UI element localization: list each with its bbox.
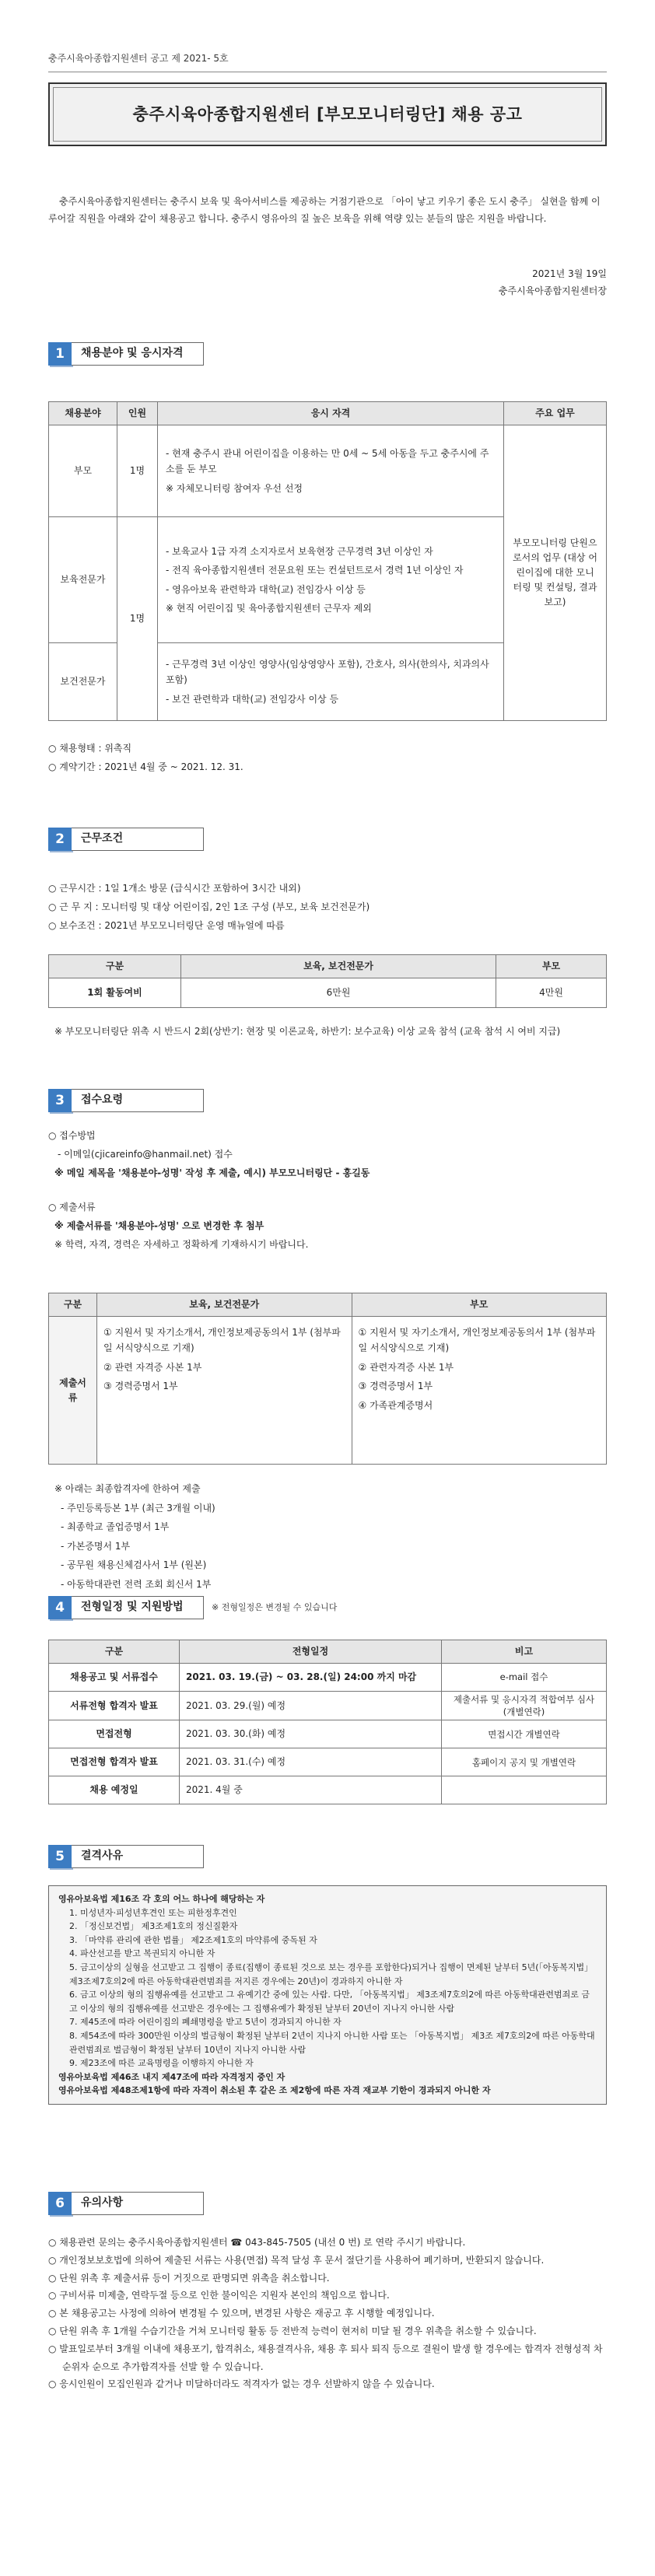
schedule-date: 2021. 4월 중 (180, 1776, 442, 1804)
final-doc-item: - 가본증명서 1부 (61, 1540, 131, 1552)
qualification-cell (158, 425, 504, 517)
section-title: 유의사항 (72, 2192, 204, 2215)
table-row (49, 1776, 607, 1804)
pay-expert: 6만원 (181, 978, 496, 1008)
section-2-header (48, 828, 204, 851)
col-header: 주요 업무 (504, 402, 607, 425)
col-header: 구분 (49, 1293, 97, 1317)
docs-note: ※ 학력, 자격, 경력은 자세하고 정확하게 기재하시기 바랍니다. (54, 1239, 309, 1250)
qualification-item: ※ 자체모니터링 참여자 우선 선정 (166, 482, 303, 494)
doc-item: ① 지원서 및 자기소개서, 개인정보제공동의서 1부 (첨부파일 서식양식으로 기재) (103, 1327, 341, 1354)
col-header: 비고 (442, 1640, 607, 1664)
duties-cell: 부모모니터링 단원으로서의 업무 (대상 어린이집에 대한 모니터링 및 컨설팅, 결과 보고) (504, 425, 607, 721)
section-number: 4 (48, 1596, 72, 1619)
disqualification-item: 9. 제23조에 따른 교육명령을 이행하지 아니한 자 (69, 2058, 254, 2069)
caution-item: ○ 채용관련 문의는 충주시육아종합지원센터 ☎ 043-845-7505 (내선 0 번) 로 연락 주시기 바랍니다. (48, 2237, 466, 2248)
disqualification-extra: 영유아보육법 제46조 내지 제47조에 따라 자격정지 중인 자 (58, 2071, 285, 2082)
schedule-remark: 제출서류 및 응시자격 적합여부 심사 (개별연락) (442, 1692, 607, 1720)
disqualification-item: 6. 금고 이상의 형의 집행유예를 선고받고 그 유예기간 중에 있는 사람. 다만, 「아동복지법」 제3조제7호의2에 따른 아동학대관련범죄로 금고 이상의 형의 집행유예를 선고받은 경우에는 그 집행유예가 확정된 날부터 20년이 지나지 아니한 사람 (69, 1990, 590, 2014)
disqualification-extra: 영유아보육법 제48조제1항에 따라 자격이 취소된 후 같은 조 제2항에 따른 자격 재교부 기한이 경과되지 아니한 자 (58, 2085, 491, 2096)
caution-item: ○ 발표일로부터 3개월 이내에 채용포기, 합격취소, 채용결격사유, 채용 후 퇴사 퇴직 등으로 결원이 발생 할 경우에는 합격자 전형성적 차순위자 순으로 추가합격자를 선발 할 수 있습니다. (48, 2343, 603, 2372)
qualification-cell (158, 517, 504, 643)
docs-note: ※ 제출서류를 '채용분야-성명' 으로 변경한 후 첨부 (54, 1220, 264, 1231)
final-docs-list (54, 1479, 607, 1594)
col-header: 인원 (117, 402, 158, 425)
condition-item: ○ 근무시간 : 1일 1개소 방문 (급식시간 포함하여 3시간 내외) (48, 883, 301, 894)
schedule-date: 2021. 03. 30.(화) 예정 (180, 1720, 442, 1748)
schedule-label: 면접전형 (49, 1720, 180, 1748)
doc-item: ③ 경력증명서 1부 (358, 1381, 433, 1392)
intro-paragraph: 충주시육아종합지원센터는 충주시 보육 및 육아서비스를 제공하는 거점기관으로 「아이 낳고 키우기 좋은 도시 충주」 실현을 함께 이루어갈 직원을 아래와 같이 채용공고 합니다. 충주시 영유아의 질 높은 보육을 위해 역량 있는 분들의 많은 지원을 바랍니다. (48, 196, 601, 225)
section-number: 1 (48, 342, 72, 366)
docs-label: ○ 제출서류 (48, 1202, 96, 1213)
caution-item: ○ 본 채용공고는 사정에 의하여 변경될 수 있으며, 변경된 사항은 재공고 후 시행할 예정입니다. (48, 2308, 435, 2319)
field-health-expert: 보건전문가 (49, 643, 117, 721)
count-expert: 1명 (117, 517, 158, 721)
method-label: ○ 접수방법 (48, 1130, 96, 1141)
section-4-header (48, 1596, 337, 1619)
final-docs-label: ※ 아래는 최종합격자에 한하여 제출 (54, 1483, 201, 1494)
qualification-item: - 보육교사 1급 자격 소지자로서 보육현장 근무경력 3년 이상인 자 (166, 545, 433, 557)
col-header: 전형일정 (180, 1640, 442, 1664)
qualification-item: ※ 현직 어린이집 및 육아종합지원센터 근무자 제외 (166, 602, 372, 614)
schedule-table (48, 1640, 607, 1804)
caution-item: ○ 응시인원이 모집인원과 같거나 미달하더라도 적격자가 없는 경우 선발하지 않을 수 있습니다. (48, 2378, 435, 2390)
disqualification-item: 2. 「정신보건법」 제3조제1호의 정신질환자 (69, 1921, 238, 1932)
section-title: 전형일정 및 지원방법 (72, 1596, 204, 1619)
qualification-item: - 현재 충주시 관내 어린이집을 이용하는 만 0세 ~ 5세 아동을 두고 충주시에 주소를 둔 부모 (166, 447, 489, 475)
schedule-note: ※ 전형일정은 변경될 수 있습니다 (212, 1602, 338, 1613)
pay-label: 1회 활동여비 (49, 978, 181, 1008)
date-signature (499, 266, 607, 299)
pay-table (48, 954, 607, 1008)
col-header: 구분 (49, 1640, 180, 1664)
disqualification-box (48, 1885, 607, 2105)
docs-expert-cell (97, 1317, 352, 1465)
schedule-label: 채용공고 및 서류접수 (49, 1664, 180, 1692)
caution-item: ○ 개인정보보호법에 의하여 제출된 서류는 사용(면접) 목적 달성 후 문서 절단기를 사용하여 폐기하며, 반환되지 않습니다. (48, 2254, 545, 2266)
section-5-header (48, 1845, 204, 1868)
caution-item: ○ 단원 위촉 후 1개월 수습기간을 거쳐 모니터링 활동 등 전반적 능력이 현저히 미달 될 경우 위촉을 취소할 수 있습니다. (48, 2325, 537, 2336)
qualification-cell (158, 643, 504, 721)
count-parent: 1명 (117, 425, 158, 517)
section-title: 접수요령 (72, 1089, 204, 1112)
method-note: ※ 메일 제목을 '채용분야-성명' 작성 후 제출, 예시) 부모모니터링단 - 홍길동 (54, 1167, 370, 1178)
work-conditions (48, 879, 607, 935)
condition-item: ○ 근 무 지 : 모니터링 및 대상 어린이집, 2인 1조 구성 (부모, 보육 보건전문가) (48, 901, 370, 912)
schedule-remark (442, 1776, 607, 1804)
table-header-row (49, 1640, 607, 1664)
field-parent: 부모 (49, 425, 117, 517)
col-header: 채용분야 (49, 402, 117, 425)
application-method (48, 1126, 607, 1254)
condition-item: ○ 보수조건 : 2021년 부모모니터링단 운영 매뉴얼에 따름 (48, 920, 285, 931)
organization-head: 충주시육아종합지원센터장 (498, 285, 607, 296)
caution-item: ○ 단원 위촉 후 제출서류 등이 거짓으로 판명되면 위촉을 취소합니다. (48, 2272, 330, 2284)
table-row (49, 1748, 607, 1776)
table-row (49, 978, 607, 1008)
qualification-item: - 전직 육아종합지원센터 전문요원 또는 컨설턴트로서 경력 1년 이상인 자 (166, 565, 464, 576)
col-header: 부모 (352, 1293, 607, 1317)
schedule-label: 채용 예정일 (49, 1776, 180, 1804)
contract-period: ○ 계약기간 : 2021년 4월 중 ~ 2021. 12. 31. (48, 761, 243, 772)
table-header-row (49, 402, 607, 425)
final-doc-item: - 최종학교 졸업증명서 1부 (61, 1521, 170, 1533)
caution-list (48, 2234, 607, 2393)
qualification-item: - 보건 관련학과 대학(교) 전임강사 이상 등 (166, 693, 339, 705)
doc-item: ② 관련자격증 사본 1부 (358, 1361, 454, 1373)
field-expert: 보육전문가 (49, 517, 117, 643)
section-6-header (48, 2192, 204, 2215)
section-title: 채용분야 및 응시자격 (72, 342, 204, 366)
recruitment-table (48, 401, 607, 721)
section-title: 근무조건 (72, 828, 204, 851)
doc-number: 충주시육아종합지원센터 공고 제 2021- 5호 (48, 53, 229, 64)
caution-item: ○ 구비서류 미제출, 연락두절 등으로 인한 불이익은 지원자 본인의 책임으로 합니다. (48, 2290, 390, 2301)
doc-item: ④ 가족관계증명서 (358, 1399, 433, 1411)
table-header-row (49, 955, 607, 978)
disqualification-item: 8. 제54조에 따라 300만원 이상의 벌금형이 확정된 날부터 2년이 지나지 아니한 사람 또는 「아동복지법」 제3조 제7호의2에 따른 아동학대관련범죄로 벌금형이 확정된 날부터 10년이 지나지 아니한 사람 (69, 2030, 595, 2055)
schedule-date: 2021. 03. 31.(수) 예정 (180, 1748, 442, 1776)
col-header: 부모 (496, 955, 607, 978)
disqualification-heading: 영유아보육법 제16조 각 호의 어느 하나에 해당하는 자 (58, 1894, 265, 1904)
section-number: 2 (48, 828, 72, 851)
section-3-header (48, 1089, 204, 1112)
section-number: 6 (48, 2192, 72, 2215)
table-row (49, 1664, 607, 1692)
docs-parent-cell (352, 1317, 607, 1465)
table-row (49, 1720, 607, 1748)
announcement-date: 2021년 3월 19일 (532, 268, 607, 279)
section-title: 결격사유 (72, 1845, 204, 1868)
documents-table (48, 1293, 607, 1465)
final-doc-item: - 공무원 채용신체검사서 1부 (원본) (61, 1559, 207, 1571)
table-row (49, 1317, 607, 1465)
disqualification-item: 5. 금고이상의 실형을 선고받고 그 집행이 종료(집행이 종료된 것으로 보는 경우를 포함한다)되거나 집행이 면제된 날부터 5년(「아동복지법」 제3조제7호의2에 따른 아동학대관련범죄를 저지른 경우에는 20년)이 경과하지 아니한 자 (69, 1962, 594, 1986)
qualification-item: - 근무경력 3년 이상인 영양사(임상영양사 포함), 간호사, 의사(한의사, 치과의사 포함) (166, 658, 489, 686)
method-email: - 이메일(cjicareinfo@hanmail.net) 접수 (58, 1149, 233, 1160)
table-row (49, 1692, 607, 1720)
qualification-item: - 영유아보육 관련학과 대학(교) 전임강사 이상 등 (166, 583, 366, 595)
schedule-remark: e-mail 접수 (442, 1664, 607, 1692)
schedule-remark: 홈페이지 공지 및 개별연락 (442, 1748, 607, 1776)
col-header: 응시 자격 (158, 402, 504, 425)
schedule-remark: 면접시간 개별연락 (442, 1720, 607, 1748)
section-number: 3 (48, 1089, 72, 1112)
col-header: 보육, 보건전문가 (181, 955, 496, 978)
table-header-row (49, 1293, 607, 1317)
doc-item: ① 지원서 및 자기소개서, 개인정보제공동의서 1부 (첨부파일 서식양식으로 기재) (358, 1327, 596, 1354)
schedule-date: 2021. 03. 19.(금) ~ 03. 28.(일) 24:00 까지 마감 (180, 1664, 442, 1692)
doc-item: ② 관련 자격증 사본 1부 (103, 1361, 202, 1373)
schedule-date: 2021. 03. 29.(월) 예정 (180, 1692, 442, 1720)
docs-row-label: 제출서류 (49, 1317, 97, 1465)
schedule-label: 면접전형 합격자 발표 (49, 1748, 180, 1776)
disqualification-item: 7. 제45조에 따라 어린이집의 폐쇄명령을 받고 5년이 경과되지 아니한 자 (69, 2017, 342, 2028)
section-1-header (48, 342, 204, 366)
col-header: 구분 (49, 955, 181, 978)
training-note: ※ 부모모니터링단 위촉 시 반드시 2회(상반기: 현장 및 이론교육, 하반기: 보수교육) 이상 교육 참석 (교육 참석 시 여비 지급) (54, 1026, 561, 1037)
disqualification-item: 1. 미성년자·피성년후견인 또는 피한정후견인 (69, 1907, 237, 1918)
page-title: 충주시육아종합지원센터 [부모모니터링단] 채용 공고 (132, 104, 523, 124)
table-row (49, 425, 607, 517)
disqualification-item: 3. 「마약류 관리에 관한 법률」 제2조제1호의 마약류에 중독된 자 (69, 1934, 317, 1945)
pay-parent: 4만원 (496, 978, 607, 1008)
employment-terms (48, 739, 607, 776)
employment-type: ○ 채용형태 : 위촉직 (48, 743, 132, 754)
doc-item: ③ 경력증명서 1부 (103, 1381, 178, 1392)
schedule-label: 서류전형 합격자 발표 (49, 1692, 180, 1720)
col-header: 보육, 보건전문가 (97, 1293, 352, 1317)
final-doc-item: - 주민등록등본 1부 (최근 3개월 이내) (61, 1502, 215, 1514)
disqualification-item: 4. 파산선고를 받고 복권되지 아니한 자 (69, 1948, 215, 1959)
section-number: 5 (48, 1845, 72, 1868)
title-box (48, 82, 607, 146)
final-doc-item: - 아동학대관련 전력 조회 회신서 1부 (61, 1578, 212, 1590)
